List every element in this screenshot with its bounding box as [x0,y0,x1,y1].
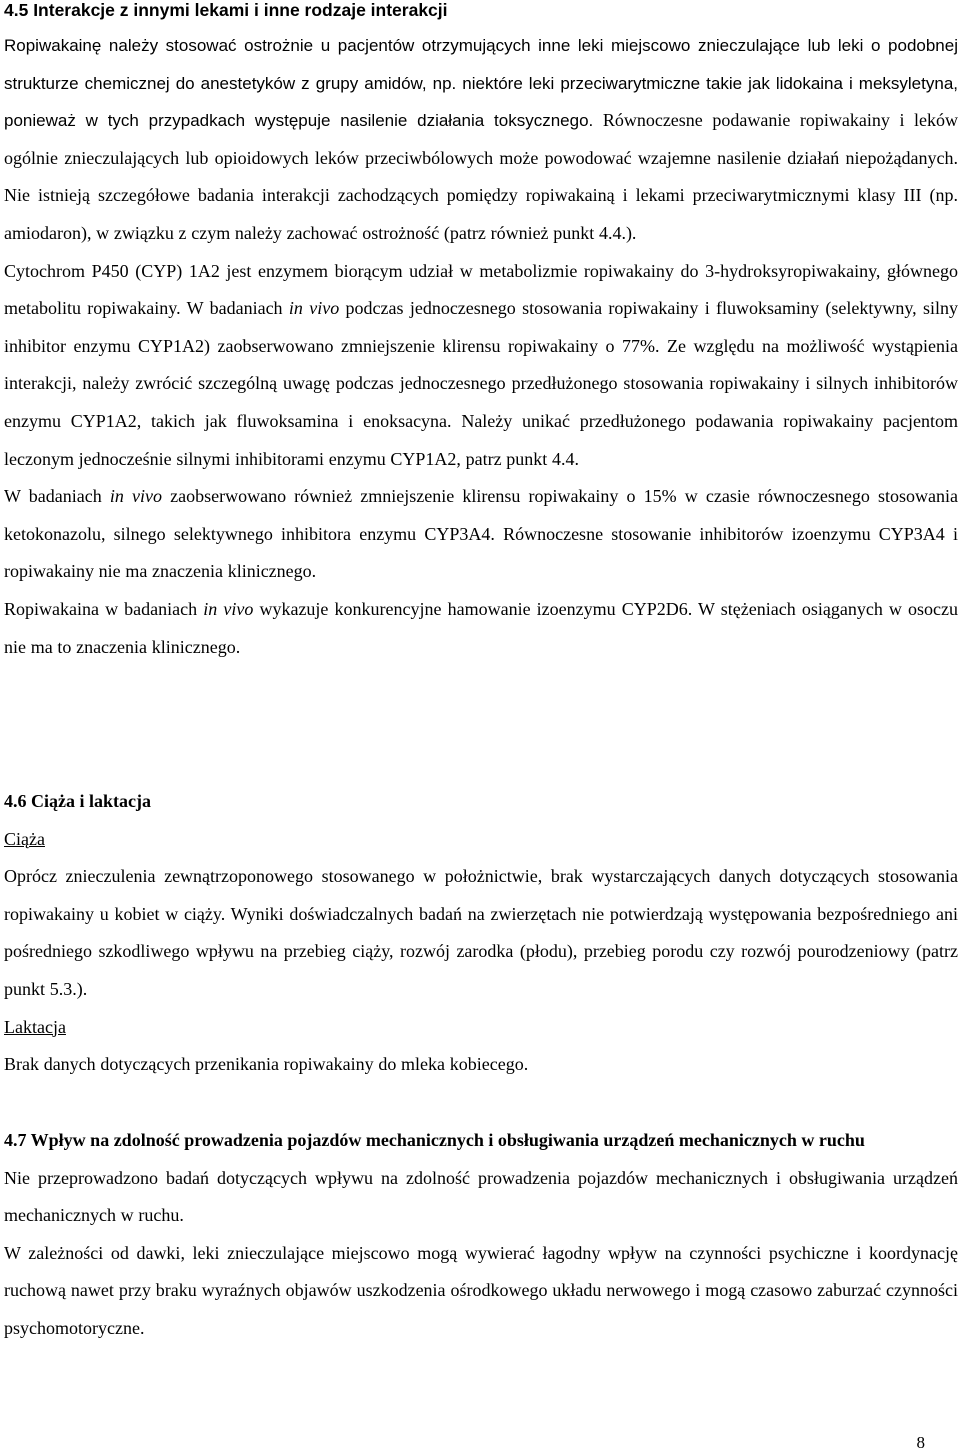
cyp3a4-text-b: zaobserwowano również zmniejszenie klirensu ropiwakainy o 15% w czasie równoczesnego stosowania ketokonazolu, silnego selektywnego inhibitora enzymu CYP3A4. Równoczesne stosowanie inhibitorów izoenzymu CYP3A4 i ropiwakainy nie ma znaczenia klinicznego. [4,486,959,582]
section-4-6-title: 4.6 Ciąża i laktacja [4,791,151,811]
section-4-7-title: 4.7 Wpływ na zdolność prowadzenia pojazdów mechanicznych i obsługiwania urządzeń mechanicznych w ruchu [4,1130,865,1150]
cyp2d6-paragraph [4,591,958,666]
section-4-5-title: 4.5 Interakcje z innymi lekami i inne rodzaje interakcji [4,0,448,20]
in-vivo-term: in vivo [109,486,162,507]
pregnancy-paragraph: Oprócz znieczulenia zewnątrzoponowego stosowanego w położnictwie, brak wystarczających danych dotyczących stosowania ropiwakainy u kobiet w ciąży. Wyniki doświadczalnych badań na zwierzętach nie potwierdzają występowania bezpośredniego ani pośredniego szkodliwego wpływu na przebieg ciąży, rozwój zarodka (płodu), przebieg porodu czy rozwój pourodzeniowy (patrz punkt 5.3.). [4,866,958,999]
driving-paragraph-1: Nie przeprowadzono badań dotyczących wpływu na zdolność prowadzenia pojazdów mechanicznych i obsługiwania urządzeń mechanicznych w ruchu. [4,1167,958,1226]
pregnancy-subheading: Ciąża [4,828,45,849]
lactation-subheading: Laktacja [4,1016,66,1037]
in-vivo-term: in vivo [288,298,340,319]
driving-paragraph-2: W zależności od dawki, leki znieczulające miejscowo mogą wywierać łagodny wpływ na czynności psychiczne i koordynację ruchową nawet przy braku wyraźnych objawów uszkodzenia ośrodkowego układu nerwowego i mogą czasowo zaburzać czynności psychomotoryczne. [4,1242,958,1338]
cyp3a4-paragraph [4,478,958,591]
interaction-text-1: Ropiwakainę należy stosować ostrożnie u pacjentów otrzymujących inne leki miejscowo znieczulające lub leki o podobnej strukturze chemicznej do anestetyków z grupy amidów, np. niektóre leki przeciwarytmiczne takie jak lidokaina i meksyletyna, ponieważ w tych przypadkach występuje nasilenie działania toksycznego. [4,36,958,131]
cyp3a4-text-a: W badaniach [4,486,102,507]
cyp2d6-text-b: wykazuje konkurencyjne hamowanie izoenzymu CYP2D6. W stężeniach osiąganych w osoczu nie ma to znaczenia klinicznego. [4,598,959,657]
cyp1a2-text: Cytochrom P450 (CYP) 1A2 jest enzymem biorącym udział w metabolizmie ropiwakainy do 3-hydroksyropiwakainy, głównego metabolitu ropiwakainy. W badaniach [4,260,958,319]
interaction-text-2: Równoczesne podawanie ropiwakainy i leków ogólnie znieczulających lub opioidowych leków przeciwbólowych może powodować wzajemne nasilenie działań niepożądanych. [4,110,959,168]
section-4-5-paragraph [4,27,958,253]
interaction-text-3: Nie istnieją szczegółowe badania interakcji zachodzących pomiędzy ropiwakainą i lekami przeciwarytmicznymi klasy III (np. amiodaron), w związku z czym należy zachować ostrożność (patrz również punkt 4.4.). [4,185,958,243]
in-vivo-term: in vivo [203,598,254,619]
cyp2d6-text-a: Ropiwakaina w badaniach [4,598,198,619]
cyp1a2-paragraph [4,253,958,479]
cyp1a2-text-cont: podczas jednoczesnego stosowania ropiwakainy i fluwoksaminy (selektywny, silny inhibitor enzymu CYP1A2) zaobserwowano zmniejszenie klirensu ropiwakainy o 77%. Ze względu na możliwość wystąpienia interakcji, należy zwrócić szczególną uwagę podczas jednoczesnego przedłużonego stosowania ropiwakainy i silnych inhibitorów enzymu CYP1A2, takich jak fluwoksamina i enoksacyna. Należy unikać przedłużonego podawania ropiwakainy pacjentom leczonym jednocześnie silnymi inhibitorami enzymu CYP1A2, patrz punkt 4.4. [4,298,958,469]
lactation-paragraph: Brak danych dotyczących przenikania ropiwakainy do mleka kobiecego. [4,1054,529,1075]
page-number: 8 [916,1433,925,1452]
